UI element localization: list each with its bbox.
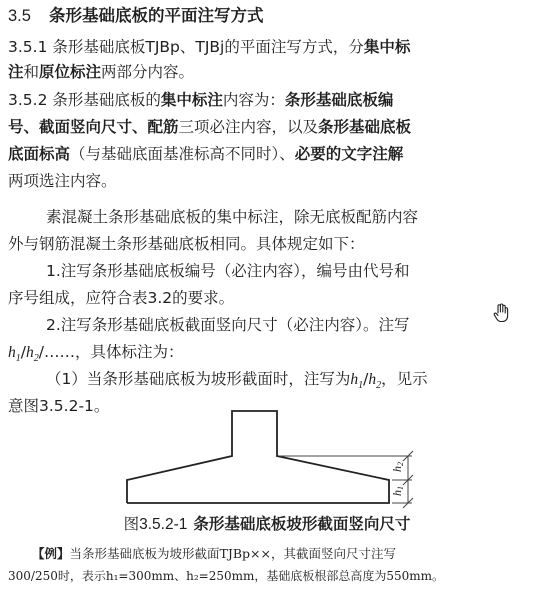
- foundation-outline: [127, 411, 389, 503]
- plain-concrete-line-2: 外与钢筋混凝土条形基础底板相同。具体规定如下：: [8, 235, 365, 253]
- example-line-2: 300/250时，表示h₁=300mm、h₂=250mm，基础底板根部总高度为550mm。: [8, 569, 445, 583]
- example-tag: 【例】: [32, 546, 70, 561]
- paragraph-3-5-2-line-3: 底面标高（与基础底面基准标高不同时）、必要的文字注解: [8, 145, 404, 163]
- example-line-1: 【例】当条形基础底板为坡形截面TJBp××，其截面竖向尺寸注写: [32, 546, 396, 561]
- item-1-line-1: 1.注写条形基础底板编号（必注内容），编号由代号和: [46, 262, 410, 280]
- label-h2: h2: [390, 462, 405, 472]
- figure-number: 图3.5.2-1: [123, 516, 188, 533]
- sub-item-1-line-2: 意图3.5.2-1。: [8, 397, 110, 415]
- label-h1: h1: [390, 486, 405, 496]
- paragraph-3-5-1-line-2: 注和原位标注两部分内容。: [8, 63, 195, 81]
- paragraph-3-5-1-line-1: 3.5.1 条形基础底板TJBp、TJBj的平面注写方式，分集中标: [8, 38, 411, 56]
- figure-caption: [0, 513, 534, 536]
- sub-item-1-line-1: （1）当条形基础底板为坡形截面时，注写为$h_1/h_2$，见示: [46, 370, 428, 392]
- paragraph-3-5-2-line-2: 号、截面竖向尺寸、配筋三项必注内容，以及条形基础底板: [8, 118, 412, 136]
- hand-cursor-icon: [492, 303, 510, 323]
- figure-title: 条形基础底板坡形截面竖向尺寸: [193, 515, 411, 533]
- plain-concrete-line-1: 素混凝土条形基础底板的集中标注，除无底板配筋内容: [46, 208, 419, 226]
- paragraph-3-5-2-line-1: 3.5.2 条形基础底板的集中标注内容为：条形基础底板编: [8, 91, 394, 109]
- item-1-line-2: 序号组成，应符合表3.2的要求。: [8, 289, 235, 307]
- paragraph-3-5-2-line-4: 两项选注内容。: [8, 172, 117, 190]
- item-2-line-2: $h_1/h_2/\dots\dots$，具体标注为：: [8, 343, 184, 365]
- section-title: 条形基础底板的平面注写方式: [48, 6, 264, 25]
- item-2-line-1: 2.注写条形基础底板截面竖向尺寸（必注内容）。注写: [46, 316, 410, 334]
- section-number: 3.5: [8, 7, 31, 25]
